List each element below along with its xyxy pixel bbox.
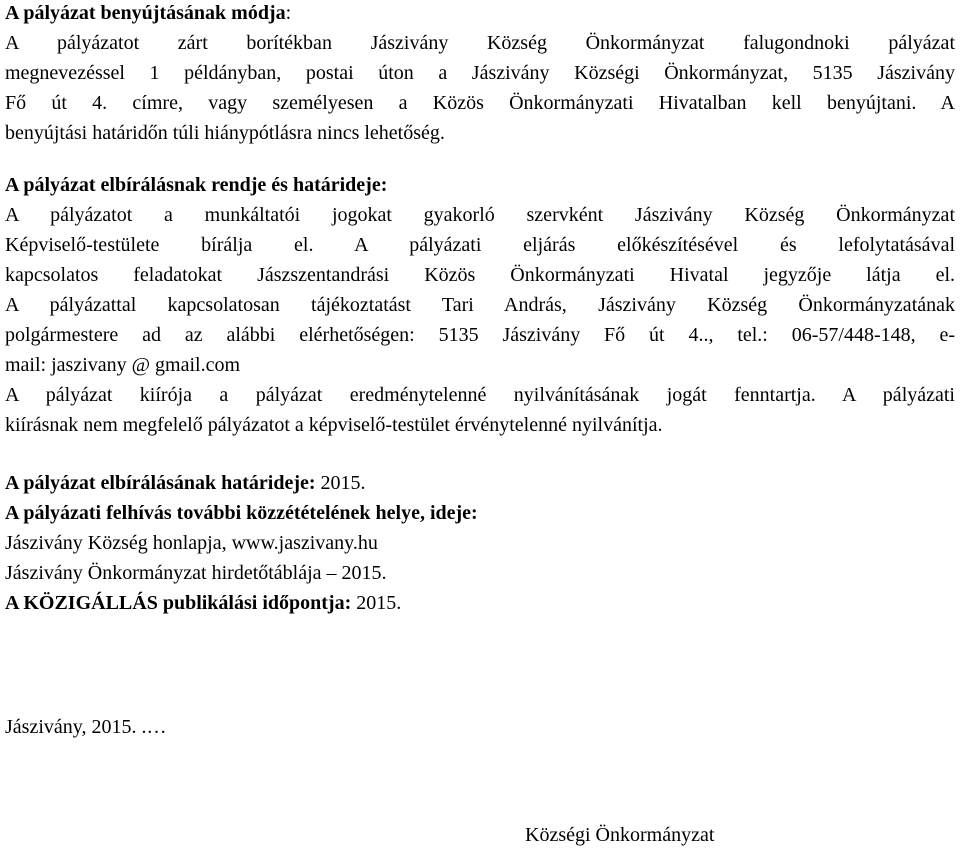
publication-line: Jászivány Önkormányzat hirdetőtáblája – 2015. xyxy=(5,562,387,584)
document-page xyxy=(5,0,955,618)
evaluation-line: A pályázatot a munkáltatói jogokat gyakorló szervként Jászivány Község Önkormányzat xyxy=(5,204,955,226)
submission-heading-line xyxy=(5,0,955,28)
submission-line: benyújtási határidőn túli hiánypótlásra nincs lehetőség. xyxy=(5,122,445,144)
submission-section xyxy=(5,0,955,148)
evaluation-line: A pályázattal kapcsolatosan tájékoztatást Tari András, Jászivány Község Önkormányzatának xyxy=(5,294,955,316)
kozigallas-value: 2015. xyxy=(351,592,402,614)
evaluation-line: kapcsolatos feladatokat Jászszentandrási Közös Önkormányzati Hivatal jegyzője látja el. xyxy=(5,264,955,286)
deadline-line xyxy=(5,468,955,498)
publication-heading-text: A pályázati felhívás további közzétételének helye, ideje: xyxy=(5,502,478,524)
submission-line: A pályázatot zárt borítékban Jászivány Község Önkormányzat falugondnoki pályázat xyxy=(5,32,955,54)
submission-heading-colon: : xyxy=(285,2,292,24)
signature-place-date: Jászivány, 2015. .… xyxy=(5,716,167,738)
deadline-section xyxy=(5,468,955,618)
signature-organization: Községi Önkormányzat xyxy=(525,824,715,846)
publication-heading xyxy=(5,498,955,528)
evaluation-heading-text: A pályázat elbírálásnak rendje és határideje: xyxy=(5,174,388,196)
deadline-value: 2015. xyxy=(315,472,366,494)
evaluation-heading xyxy=(5,170,955,200)
publication-line: Jászivány Község honlapja, www.jaszivany.hu xyxy=(5,532,378,554)
evaluation-line: mail: jaszivany @ gmail.com xyxy=(5,354,241,376)
kozigallas-line xyxy=(5,588,955,618)
evaluation-section xyxy=(5,170,955,440)
evaluation-line: Képviselő-testülete bírálja el. A pályázati eljárás előkészítésével és lefolytatásával xyxy=(5,234,955,256)
submission-line: Fő út 4. címre, vagy személyesen a Közös Önkormányzati Hivatalban kell benyújtani. A xyxy=(5,92,955,114)
kozigallas-label: A KÖZIGÁLLÁS publikálási időpontja: xyxy=(5,592,352,614)
deadline-label: A pályázat elbírálásának határideje: xyxy=(5,472,316,494)
submission-heading: A pályázat benyújtásának módja xyxy=(5,2,286,24)
submission-line: megnevezéssel 1 példányban, postai úton a Jászivány Községi Önkormányzat, 5135 Jászivány xyxy=(5,62,955,84)
evaluation-line: polgármestere ad az alábbi elérhetőségen: 5135 Jászivány Fő út 4.., tel.: 06-57/448-148, e- xyxy=(5,324,955,346)
evaluation-line: A pályázat kiírója a pályázat eredménytelenné nyilvánításának jogát fenntartja. A pályázati xyxy=(5,384,955,406)
evaluation-line: kiírásnak nem megfelelő pályázatot a képviselő-testület érvénytelenné nyilvánítja. xyxy=(5,414,663,436)
